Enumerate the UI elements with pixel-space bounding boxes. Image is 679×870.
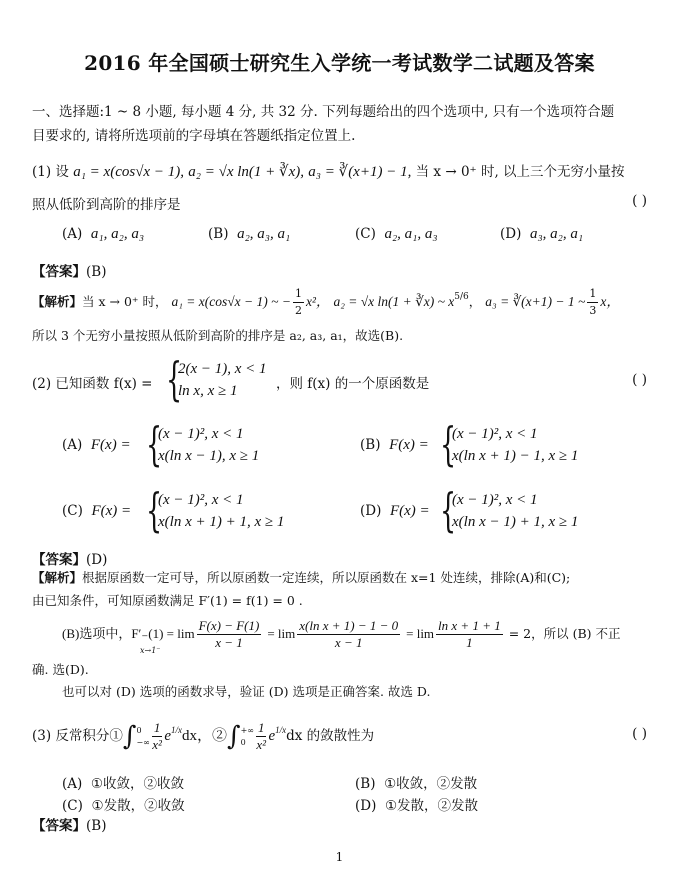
q1-stem (32, 160, 625, 181)
q2-option-b-brace: { (440, 417, 457, 471)
q2-option-c-cases: (x − 1)², x < 1 x(ln x + 1) + 1, x ≥ 1 (158, 492, 285, 530)
q1-analysis: 【解析】当 x → 0⁺ 时， a₁ = x(cos√x − 1) ~ − $\frac{1}{2}$ x²， a₂ = √x ln(1 + ∛x) ~ $x^{5/6}$， a₃ = ∛(x+1) − 1 ~ $\frac{1}{3}$ x， (32, 287, 620, 317)
q2-analysis-line2: 由已知条件，可知原函数满足 F′(1) = f(1) = 0 . (32, 593, 303, 608)
q1-text-a: 设 (55, 164, 69, 180)
section-instructions-line1: 一、选择题:1 ~ 8 小题, 每小题 4 分, 共 32 分. 下列每题给出的四个选项中, 只有一个选项符合题 (32, 104, 615, 120)
q2-option-d-cases: (x − 1)², x < 1 x(ln x − 1) + 1, x ≥ 1 (452, 492, 579, 530)
page-title: 2016 年全国硕士研究生入学统一考试数学二试题及答案 (84, 51, 595, 75)
q1-stem-line2: 照从低阶到高阶的排序是 (32, 197, 181, 213)
q1-text-b: 当 x → 0⁺ 时, 以上三个无穷小量按 (415, 164, 625, 180)
q1-option-b: (B) a₂, a₃, a₁ (208, 226, 291, 242)
q2-answer: 【答案】(D) (32, 552, 108, 568)
integral-sign-2: ∫ (227, 721, 241, 752)
q2-option-c-brace: { (146, 483, 163, 537)
q1-a3: a₃ = ∛(x+1) − 1, (308, 164, 412, 180)
q1-option-a: (A) a₁, a₂, a₃ (62, 226, 145, 242)
q2-option-c-label: (C) F(x) = (62, 503, 132, 519)
q1-option-d: (D) a₃, a₂, a₁ (500, 226, 584, 242)
q2-analysis-line5: 也可以对 (D) 选项的函数求导，验证 (D) 选项是正确答案. 故选 D. (62, 684, 431, 699)
q2-option-d-brace: { (440, 483, 457, 537)
q2-stem: (2) 已知函数 f(x) = (32, 376, 153, 392)
q1-option-c: (C) a₂, a₁, a₃ (355, 226, 438, 242)
q2-option-d-label: (D) F(x) = (360, 503, 430, 519)
q2-option-a-cases: (x − 1)², x < 1 x(ln x − 1), x ≥ 1 (158, 426, 260, 464)
q3-answer: 【答案】(B) (32, 818, 107, 834)
q3-option-d: (D) ①发散，②发散 (355, 798, 479, 814)
q2-option-a-label: (A) F(x) = (62, 437, 131, 453)
q2-cases: 2(x − 1), x < 1 ln x, x ≥ 1 (178, 361, 267, 399)
q3-option-c: (C) ①发散，②收敛 (62, 798, 185, 814)
q1-answer-blank: ( ) (632, 193, 647, 209)
q1-a2: a₂ = √x ln(1 + ∛x), (188, 164, 304, 180)
q2-analysis-line3: (B)选项中，F′₋(1) = lim $\frac{F(x) - F(1)}{x - 1}$ = lim $\frac{\text{x(ln x + 1) − 1 − 0}}{x - 1}$ = lim $\frac{\text{ln x + 1 + 1}}{1}$ = 2，所以 (B) 不正 (62, 618, 621, 650)
q3-answer-blank: ( ) (632, 726, 647, 742)
q2-option-b-cases: (x − 1)², x < 1 x(ln x + 1) − 1, x ≥ 1 (452, 426, 579, 464)
q1-analysis-line2: 所以 3 个无穷小量按照从低阶到高阶的排序是 a₂, a₃, a₁，故选(B). (32, 328, 404, 343)
q3-option-a: (A) ①收敛，②收敛 (62, 776, 184, 792)
q1-a1: a₁ = x(cos√x − 1), (73, 164, 184, 180)
q2-stem-b: ，则 f(x) 的一个原函数是 (276, 376, 430, 392)
q2-answer-blank: ( ) (632, 372, 647, 388)
q3-option-b: (B) ①收敛，②发散 (355, 776, 478, 792)
q1-answer: 【答案】(B) (32, 264, 107, 280)
integral-sign-1: ∫ (122, 721, 137, 752)
q2-option-a-brace: { (146, 417, 163, 471)
page-number: 1 (335, 850, 344, 864)
q2-brace: { (166, 352, 183, 406)
q2-analysis-line1: 【解析】根据原函数一定可导，所以原函数一定连续，所以原函数在 x=1 处连续，排除(A)和(C); (32, 570, 571, 585)
q2-limit-subscript: x→1⁻ (140, 646, 161, 655)
q1-number: (1) (32, 164, 52, 180)
section-instructions-line2: 目要求的, 请将所选项前的字母填在答题纸指定位置上. (32, 128, 356, 144)
q3-stem: (3) 反常积分①∫ 0 −∞ $\frac{1}{\text{x²}}$ $e^{1/x}dx$，②∫ +∞ 0 $\frac{1}{\text{x²}}$ $e^{1/x}dx$ 的敛散性为 (32, 720, 375, 752)
q2-analysis-line4: 确. 选(D). (32, 662, 89, 677)
q2-option-b-label: (B) F(x) = (360, 437, 429, 453)
